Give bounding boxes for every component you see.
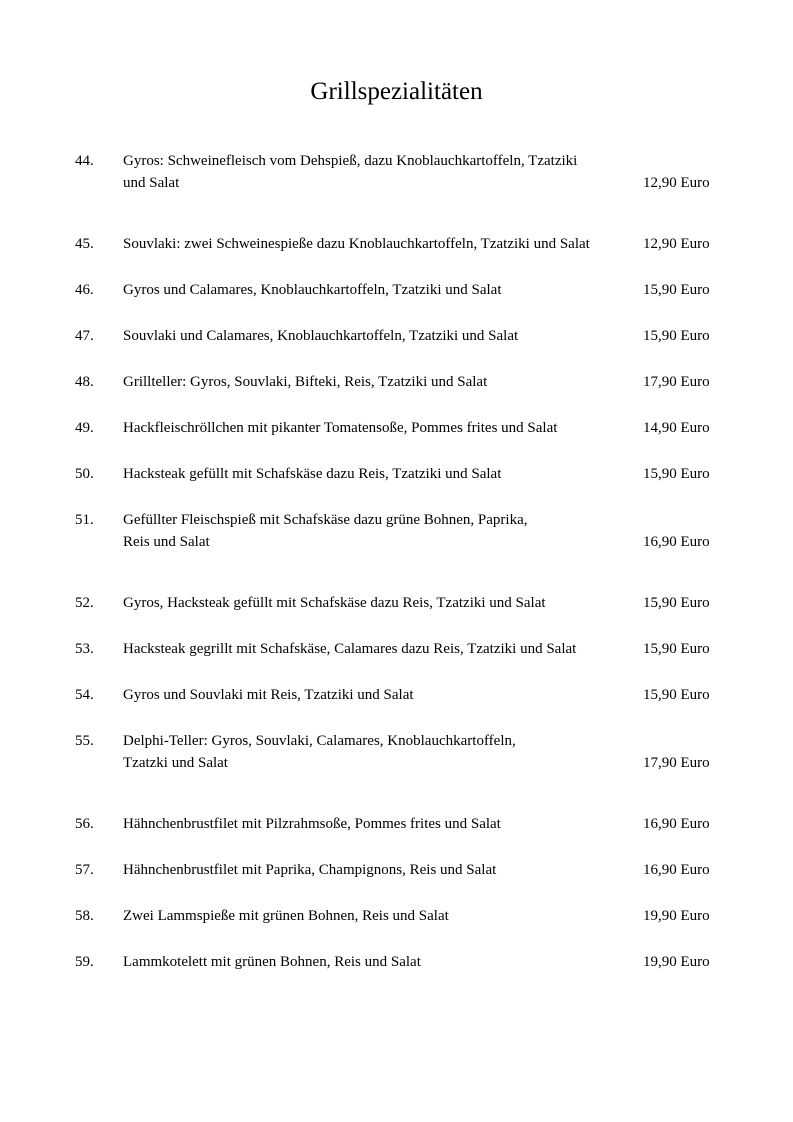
item-description bbox=[123, 593, 633, 615]
item-price: 16,90 Euro bbox=[643, 816, 710, 832]
item-description-line: und Salat bbox=[123, 174, 180, 191]
item-price: 12,90 Euro bbox=[643, 174, 710, 191]
item-description bbox=[123, 280, 633, 302]
item-description bbox=[123, 234, 633, 256]
item-description-line: Reis und Salat bbox=[123, 533, 210, 550]
item-number: 54. bbox=[75, 687, 94, 703]
item-description-line: Hackfleischröllchen mit pikanter Tomatensoße, Pommes frites und Salat bbox=[123, 420, 558, 436]
item-description bbox=[123, 372, 633, 394]
item-price: 16,90 Euro bbox=[643, 862, 710, 878]
page-title: Grillspezialitäten bbox=[310, 78, 483, 105]
item-number: 49. bbox=[75, 420, 94, 436]
item-price: 19,90 Euro bbox=[643, 954, 710, 970]
item-description bbox=[123, 906, 633, 928]
item-description bbox=[123, 464, 633, 486]
item-description-line: Grillteller: Gyros, Souvlaki, Bifteki, Reis, Tzatziki und Salat bbox=[123, 374, 488, 390]
item-price: 14,90 Euro bbox=[643, 420, 710, 436]
item-description bbox=[123, 326, 633, 348]
item-price: 12,90 Euro bbox=[643, 236, 710, 252]
item-description bbox=[123, 639, 633, 661]
item-number: 46. bbox=[75, 282, 94, 298]
item-price: 15,90 Euro bbox=[643, 328, 710, 344]
item-description-line: Hacksteak gegrillt mit Schafskäse, Calamares dazu Reis, Tzatziki und Salat bbox=[123, 641, 577, 657]
item-description bbox=[123, 860, 633, 882]
item-description-line: Hähnchenbrustfilet mit Paprika, Champignons, Reis und Salat bbox=[123, 862, 497, 878]
item-description-line: Lammkotelett mit grünen Bohnen, Reis und Salat bbox=[123, 954, 421, 970]
item-description-line: Gyros, Hacksteak gefüllt mit Schafskäse dazu Reis, Tzatziki und Salat bbox=[123, 595, 546, 611]
item-price: 15,90 Euro bbox=[643, 595, 710, 611]
item-number: 59. bbox=[75, 954, 94, 970]
item-price: 17,90 Euro bbox=[643, 754, 710, 771]
item-description bbox=[123, 151, 633, 194]
item-price: 19,90 Euro bbox=[643, 908, 710, 924]
item-price: 17,90 Euro bbox=[643, 374, 710, 390]
item-number: 47. bbox=[75, 328, 94, 344]
item-description-line: Souvlaki und Calamares, Knoblauchkartoffeln, Tzatziki und Salat bbox=[123, 328, 519, 344]
item-number: 45. bbox=[75, 236, 94, 252]
item-number: 51. bbox=[75, 512, 94, 528]
item-description-line: Souvlaki: zwei Schweinespieße dazu Knoblauchkartoffeln, Tzatziki und Salat bbox=[123, 236, 590, 252]
item-description bbox=[123, 418, 633, 440]
item-number: 52. bbox=[75, 595, 94, 611]
item-description-line: Delphi-Teller: Gyros, Souvlaki, Calamares, Knoblauchkartoffeln, bbox=[123, 733, 516, 749]
item-description-line: Tzatzki und Salat bbox=[123, 754, 228, 771]
item-description bbox=[123, 685, 633, 707]
item-description bbox=[123, 731, 633, 774]
item-description-line: Gyros und Souvlaki mit Reis, Tzatziki und Salat bbox=[123, 687, 414, 703]
item-number: 48. bbox=[75, 374, 94, 390]
item-description-line: Zwei Lammspieße mit grünen Bohnen, Reis und Salat bbox=[123, 908, 449, 924]
item-price: 16,90 Euro bbox=[643, 533, 710, 550]
item-number: 55. bbox=[75, 733, 94, 749]
item-number: 50. bbox=[75, 466, 94, 482]
item-description-line: Hacksteak gefüllt mit Schafskäse dazu Reis, Tzatziki und Salat bbox=[123, 466, 502, 482]
item-description-line: Gyros und Calamares, Knoblauchkartoffeln, Tzatziki und Salat bbox=[123, 282, 502, 298]
item-price: 15,90 Euro bbox=[643, 641, 710, 657]
item-description-line: Gyros: Schweinefleisch vom Dehspieß, dazu Knoblauchkartoffeln, Tzatziki bbox=[123, 153, 578, 169]
item-description bbox=[123, 952, 633, 974]
item-description-line: Hähnchenbrustfilet mit Pilzrahmsoße, Pommes frites und Salat bbox=[123, 816, 501, 832]
item-price: 15,90 Euro bbox=[643, 282, 710, 298]
item-number: 57. bbox=[75, 862, 94, 878]
item-number: 58. bbox=[75, 908, 94, 924]
item-price: 15,90 Euro bbox=[643, 466, 710, 482]
item-number: 44. bbox=[75, 153, 94, 169]
item-price: 15,90 Euro bbox=[643, 687, 710, 703]
item-description-line: Gefüllter Fleischspieß mit Schafskäse dazu grüne Bohnen, Paprika, bbox=[123, 512, 528, 528]
item-description bbox=[123, 510, 633, 553]
item-number: 56. bbox=[75, 816, 94, 832]
item-description bbox=[123, 814, 633, 836]
item-number: 53. bbox=[75, 641, 94, 657]
